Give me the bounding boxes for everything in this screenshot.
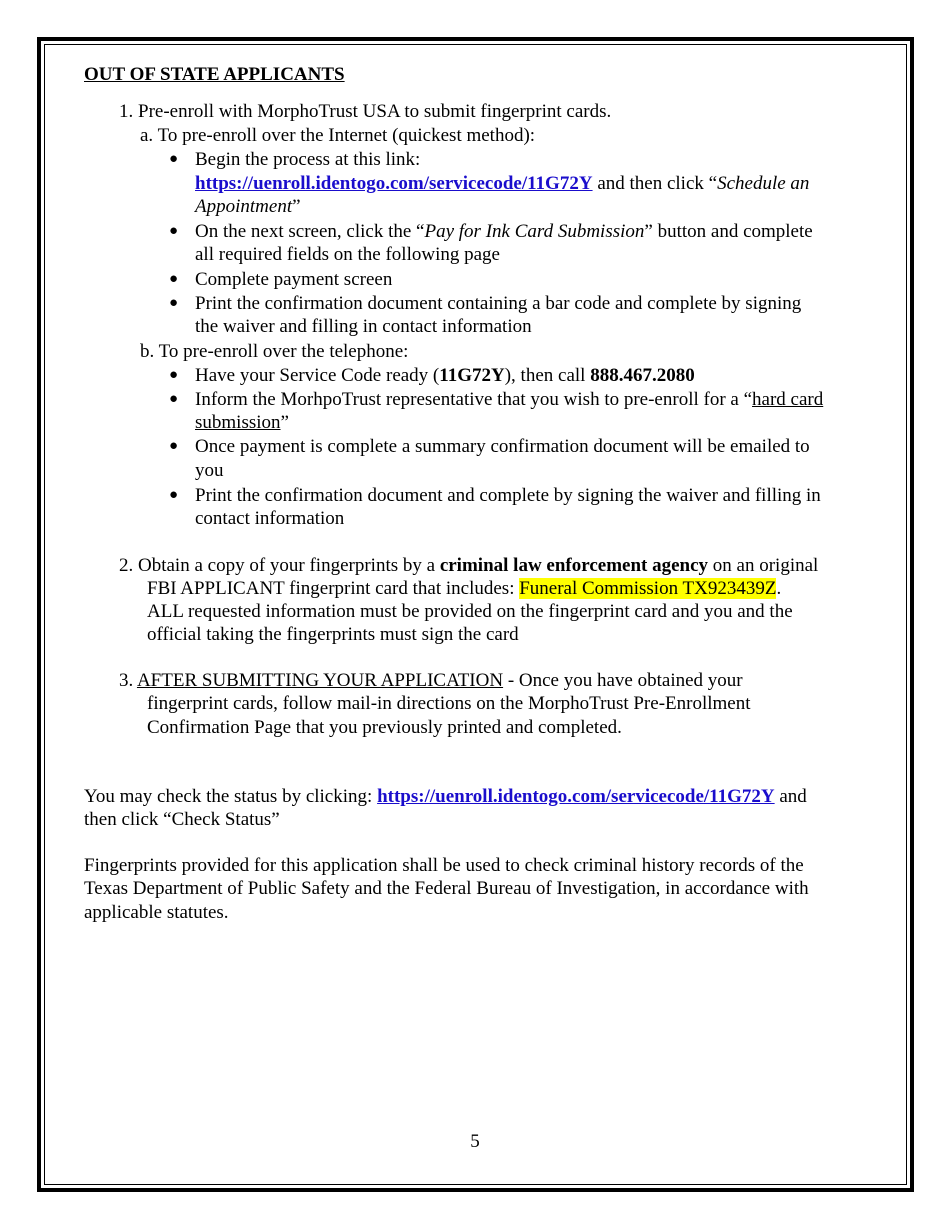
step-2-line-4: official taking the fingerprints must sign the card xyxy=(147,624,519,645)
step-1a-bullet-3: Complete payment screen xyxy=(195,269,393,290)
status-line-1 xyxy=(84,785,807,809)
text-segment: - Once you have obtained your xyxy=(503,670,743,691)
step-2-line-3: ALL requested information must be provided on the fingerprint card and you and the xyxy=(147,601,793,622)
identogo-link[interactable]: https://uenroll.identogo.com/servicecode/11G72Y xyxy=(195,173,593,194)
step-1b-bullet-2-line-1 xyxy=(195,388,823,412)
step-1b-bullet-1 xyxy=(195,364,695,388)
step-1b-bullet-3-line-2: you xyxy=(195,460,224,481)
disclaimer-line-1: Fingerprints provided for this application shall be used to check criminal history records of the xyxy=(84,855,804,876)
step-1a-bullet-1-line-2 xyxy=(195,172,809,196)
disclaimer-line-3: applicable statutes. xyxy=(84,902,229,923)
underlined-text: AFTER SUBMITTING YOUR APPLICATION xyxy=(136,670,504,691)
text-segment: Inform the MorhpoTrust representative that you wish to pre-enroll for a “ xyxy=(195,389,753,410)
italic-text: Appointment xyxy=(195,196,293,217)
step-1b-label: b. To pre-enroll over the telephone: xyxy=(140,341,409,362)
text-segment: You may check the status by clicking: xyxy=(84,786,378,807)
italic-text: Schedule an xyxy=(717,173,810,194)
text-segment: ” button and complete xyxy=(644,221,813,242)
step-1a-bullet-1-line-3 xyxy=(195,195,301,219)
step-3-line-3: Confirmation Page that you previously printed and completed. xyxy=(147,717,622,738)
phone-number: 888.467.2080 xyxy=(590,365,695,386)
bold-text: criminal law enforcement agency xyxy=(439,555,709,576)
step-2-line-2 xyxy=(147,577,781,601)
step-1a-bullet-2-line-2: all required fields on the following page xyxy=(195,244,500,265)
step-1b-bullet-4-line-2: contact information xyxy=(195,508,345,529)
step-1a-bullet-2-line-1 xyxy=(195,220,813,244)
step-2-line-1 xyxy=(119,554,818,578)
text-segment: On the next screen, click the “ xyxy=(195,221,425,242)
bullet-icon: ● xyxy=(169,391,179,407)
text-segment: ” xyxy=(292,196,301,217)
page-number: 5 xyxy=(470,1131,480,1152)
underlined-text: submission xyxy=(195,412,281,433)
section-heading: OUT OF STATE APPLICANTS xyxy=(84,64,345,85)
highlighted-text: Funeral Commission TX923439Z xyxy=(519,578,777,599)
step-1b-bullet-4-line-1: Print the confirmation document and complete by signing the waiver and filling in xyxy=(195,485,821,506)
step-1a-bullet-1-line-1: Begin the process at this link: xyxy=(195,149,421,170)
text-segment: and xyxy=(774,786,807,807)
text-segment: 3. xyxy=(119,670,137,691)
text-segment: FBI APPLICANT fingerprint card that includes: xyxy=(147,578,520,599)
step-3-line-1 xyxy=(119,669,743,693)
step-1b-bullet-3-line-1: Once payment is complete a summary confirmation document will be emailed to xyxy=(195,436,810,457)
bullet-icon: ● xyxy=(169,438,179,454)
status-link[interactable]: https://uenroll.identogo.com/servicecode/11G72Y xyxy=(377,786,775,807)
step-1b-bullet-2-line-2 xyxy=(195,411,289,435)
bullet-icon: ● xyxy=(169,295,179,311)
text-segment: ), then call xyxy=(504,365,591,386)
bullet-icon: ● xyxy=(169,367,179,383)
bullet-icon: ● xyxy=(169,151,179,167)
text-segment: ” xyxy=(280,412,289,433)
bullet-icon: ● xyxy=(169,487,179,503)
text-segment: . xyxy=(776,578,782,599)
italic-text: Pay for Ink Card Submission xyxy=(424,221,645,242)
step-1a-label: a. To pre-enroll over the Internet (quickest method): xyxy=(140,125,536,146)
underlined-text: hard card xyxy=(752,389,824,410)
bullet-icon: ● xyxy=(169,271,179,287)
step-1a-bullet-4-line-1: Print the confirmation document containing a bar code and complete by signing xyxy=(195,293,802,314)
disclaimer-line-2: Texas Department of Public Safety and the Federal Bureau of Investigation, in accordance with xyxy=(84,878,809,899)
step-1a-bullet-4-line-2: the waiver and filling in contact information xyxy=(195,316,532,337)
step-1-text: 1. Pre-enroll with MorphoTrust USA to submit fingerprint cards. xyxy=(119,101,612,122)
text-segment: 2. Obtain a copy of your fingerprints by a xyxy=(119,555,440,576)
step-3-line-2: fingerprint cards, follow mail-in directions on the MorphoTrust Pre-Enrollment xyxy=(147,693,751,714)
text-segment: Have your Service Code ready ( xyxy=(195,365,440,386)
bullet-icon: ● xyxy=(169,223,179,239)
service-code: 11G72Y xyxy=(439,365,505,386)
text-segment: on an original xyxy=(708,555,819,576)
text-segment: and then click “ xyxy=(592,173,718,194)
status-line-2: then click “Check Status” xyxy=(84,809,280,830)
